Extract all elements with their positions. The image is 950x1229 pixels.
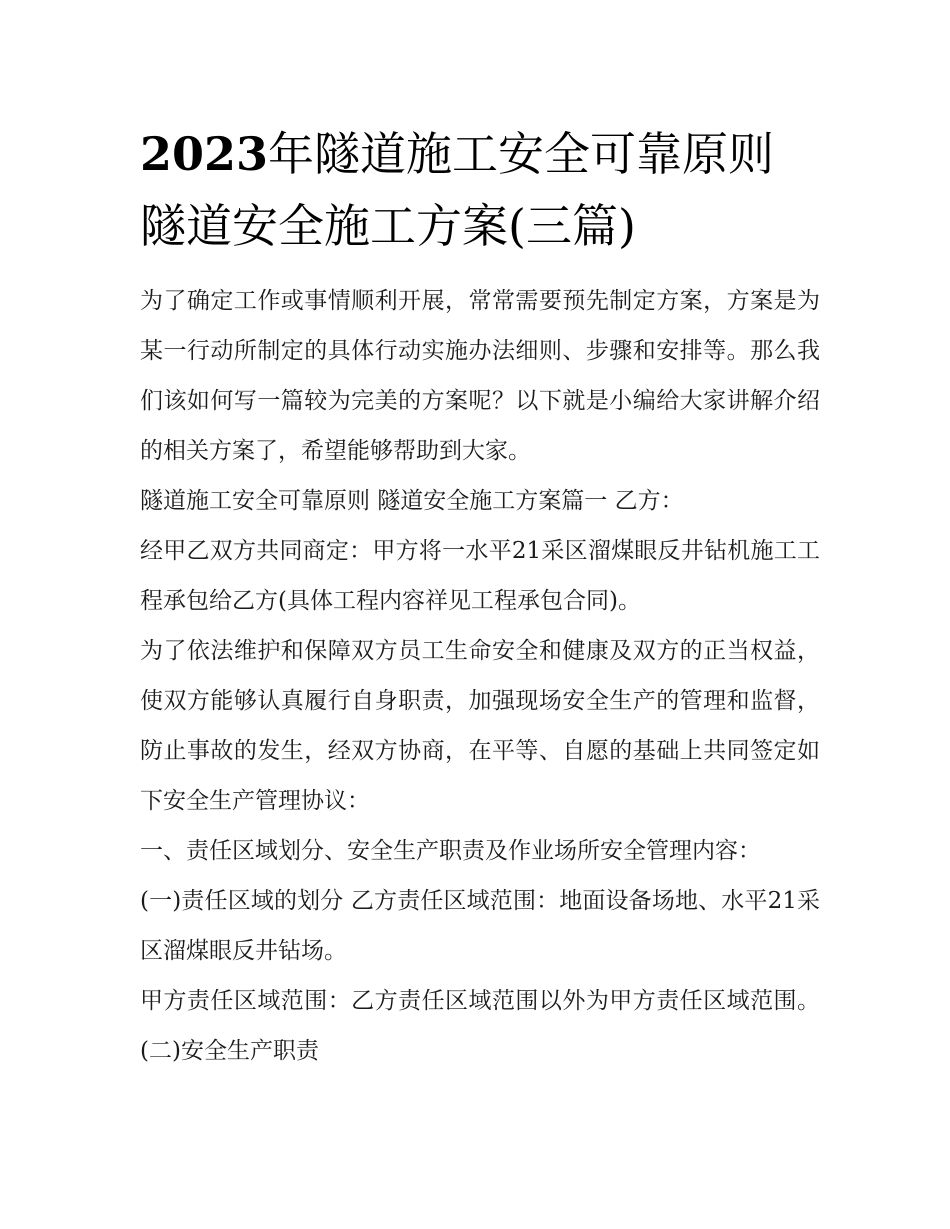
agreement-paragraph: 经甲乙双方共同商定：甲方将一水平21采区溜煤眼反井钻机施工工程承包给乙方(具体工程内容祥见工程承包合同)。 [140,538,820,614]
clause-sub-1: (一)责任区域的划分 乙方责任区域范围：地面设备场地、水平21采区溜煤眼反井钻场。 [140,888,820,964]
section-heading-1: 隧道施工安全可靠原则 隧道安全施工方案篇一 乙方： [140,488,684,514]
title-year: 2023 [140,127,269,181]
title-line2-text: 隧道安全施工方案(三篇) [140,199,636,253]
intro-paragraph: 为了确定工作或事情顺利开展，常常需要预先制定方案，方案是为某一行动所制定的具体行动实施办法细则、步骤和安排等。那么我们该如何写一篇较为完美的方案呢？以下就是小编给大家讲解介绍的相关方案了，希望能够帮助到大家。 [140,288,820,464]
purpose-paragraph: 为了依法维护和保障双方员工生命安全和健康及双方的正当权益，使双方能够认真履行自身职责，加强现场安全生产的管理和监督，防止事故的发生，经双方协商，在平等、自愿的基础上共同签定如下安全生产管理协议： [140,638,820,814]
document-title [140,118,820,262]
clause-sub-2: 甲方责任区域范围：乙方责任区域范围以外为甲方责任区域范围。 (二)安全生产职责 [140,988,820,1064]
title-line1-text: 年隧道施工安全可靠原则 [268,127,775,181]
clause-heading-1: 一、责任区域划分、安全生产职责及作业场所安全管理内容： [140,838,761,864]
document-content [140,118,820,1076]
